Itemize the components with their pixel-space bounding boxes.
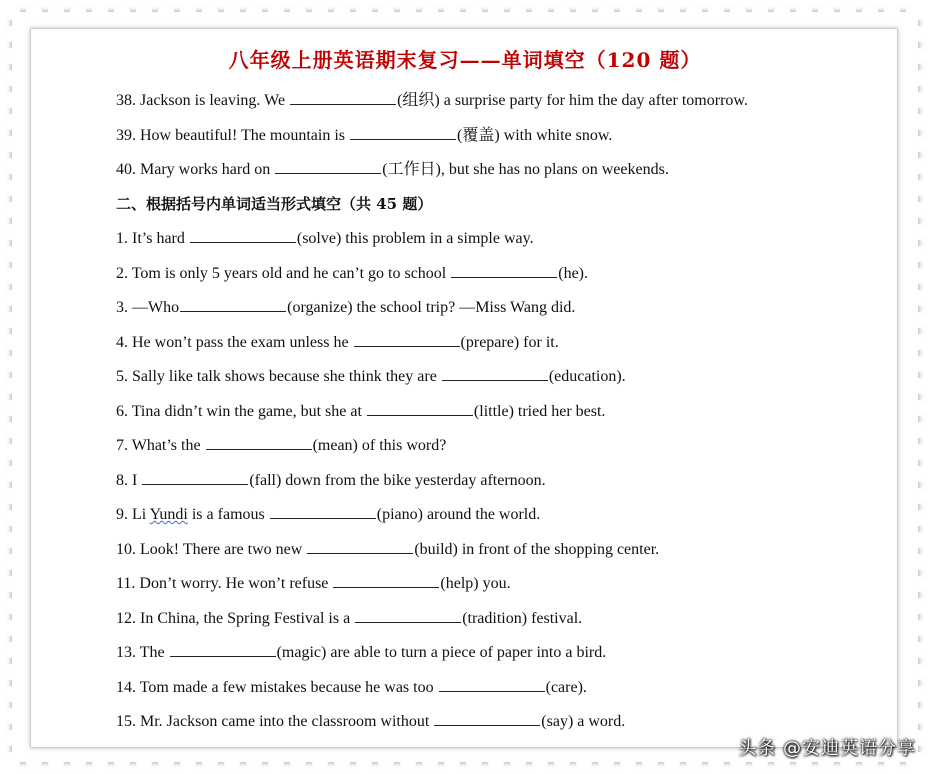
answer-blank <box>451 262 557 278</box>
exercise-item <box>116 641 876 676</box>
exercise-item <box>116 296 876 331</box>
exercise-item <box>116 124 876 159</box>
exercise-text-before: 15. Mr. Jackson came into the classroom without <box>116 713 434 730</box>
exercise-text-after: (fall) down from the bike yesterday afternoon. <box>249 471 546 489</box>
exercise-text-before: 38. Jackson is leaving. We <box>116 92 290 109</box>
answer-blank <box>367 400 473 416</box>
exercise-text-before: 5. Sally like talk shows because she think they are <box>116 368 441 385</box>
exercise-text-after: (prepare) for it. <box>460 333 559 351</box>
section-heading <box>116 193 876 228</box>
exercise-text-after: (覆盖) with white snow. <box>457 126 613 144</box>
exercise-text-after: (help) you. <box>440 575 511 592</box>
exercise-item <box>116 365 876 400</box>
exercise-text-before: 40. Mary works hard on <box>116 161 275 178</box>
answer-blank <box>180 296 286 312</box>
exercise-text-after: (solve) this problem in a simple way. <box>296 230 534 247</box>
section-heading-text: 二、根据括号内单词适当形式填空（共 45 题） <box>116 194 433 213</box>
exercise-item <box>116 158 876 193</box>
exercise-list <box>116 89 876 745</box>
spellcheck-word: Yundi <box>149 506 188 523</box>
exercise-text-before: 8. I <box>116 471 142 489</box>
answer-blank <box>190 227 296 243</box>
exercise-item <box>116 676 876 711</box>
exercise-text-after: (组织) a surprise party for him the day after tomorrow. <box>397 92 748 109</box>
exercise-text-after: (he). <box>558 264 589 282</box>
answer-blank <box>307 538 413 554</box>
answer-blank <box>350 124 456 140</box>
exercise-text-after: (build) in front of the shopping center. <box>414 540 660 558</box>
exercise-item <box>116 262 876 297</box>
exercise-item <box>116 538 876 573</box>
exercise-text-before: 7. What’s the <box>116 437 205 454</box>
exercise-text-after: (education). <box>548 368 626 385</box>
answer-blank <box>290 89 396 105</box>
exercise-text-before: 11. Don’t worry. He won’t refuse <box>116 575 333 592</box>
answer-blank <box>354 331 460 347</box>
exercise-item <box>116 400 876 435</box>
exercise-text-before: 39. How beautiful! The mountain is <box>116 126 349 144</box>
exercise-text-before: 14. Tom made a few mistakes because he was too <box>116 678 438 696</box>
answer-blank <box>355 607 461 623</box>
answer-blank <box>434 710 540 726</box>
exercise-text-before: 3. —Who <box>116 299 180 316</box>
answer-blank <box>275 158 381 174</box>
exercise-text-after: (piano) around the world. <box>376 506 541 523</box>
exercise-item <box>116 572 876 607</box>
answer-blank <box>270 503 376 519</box>
exercise-text-after: (magic) are able to turn a piece of paper into a bird. <box>276 644 607 661</box>
exercise-text-after: (mean) of this word? <box>312 437 447 454</box>
answer-blank <box>170 641 276 657</box>
answer-blank <box>333 572 439 588</box>
exercise-item <box>116 89 876 124</box>
exercise-text-before: 4. He won’t pass the exam unless he <box>116 333 353 351</box>
exercise-text-after: (say) a word. <box>541 713 626 730</box>
exercise-item <box>116 607 876 642</box>
answer-blank <box>442 365 548 381</box>
answer-blank <box>142 469 248 485</box>
exercise-text-before: 12. In China, the Spring Festival is a <box>116 609 355 627</box>
exercise-item <box>116 227 876 262</box>
exercise-item <box>116 503 876 538</box>
exercise-text-after: (care). <box>545 678 587 696</box>
exercise-text-before: 10. Look! There are two new <box>116 540 307 558</box>
exercise-text-middle: is a famous <box>187 506 269 523</box>
exercise-text-before: 13. The <box>116 644 169 661</box>
watermark: 头条 @安迪英语分享 <box>738 738 916 759</box>
exercise-text-after: (工作日), but she has no plans on weekends. <box>382 161 669 178</box>
exercise-text-before: 6. Tina didn’t win the game, but she at <box>116 402 366 420</box>
exercise-text-after: (tradition) festival. <box>462 609 583 627</box>
exercise-text-before: 1. It’s hard <box>116 230 189 247</box>
exercise-item <box>116 434 876 469</box>
exercise-text-after: (organize) the school trip? —Miss Wang did. <box>287 299 576 316</box>
exercise-text-after: (little) tried her best. <box>473 402 606 420</box>
exercise-item <box>116 469 876 504</box>
exercise-item <box>116 331 876 366</box>
exercise-text-before: 2. Tom is only 5 years old and he can’t go to school <box>116 264 451 282</box>
page-title: 八年级上册英语期末复习——单词填空（120 题） <box>228 48 702 72</box>
answer-blank <box>206 434 312 450</box>
exercise-text-before: 9. Li <box>116 506 150 523</box>
answer-blank <box>439 676 545 692</box>
